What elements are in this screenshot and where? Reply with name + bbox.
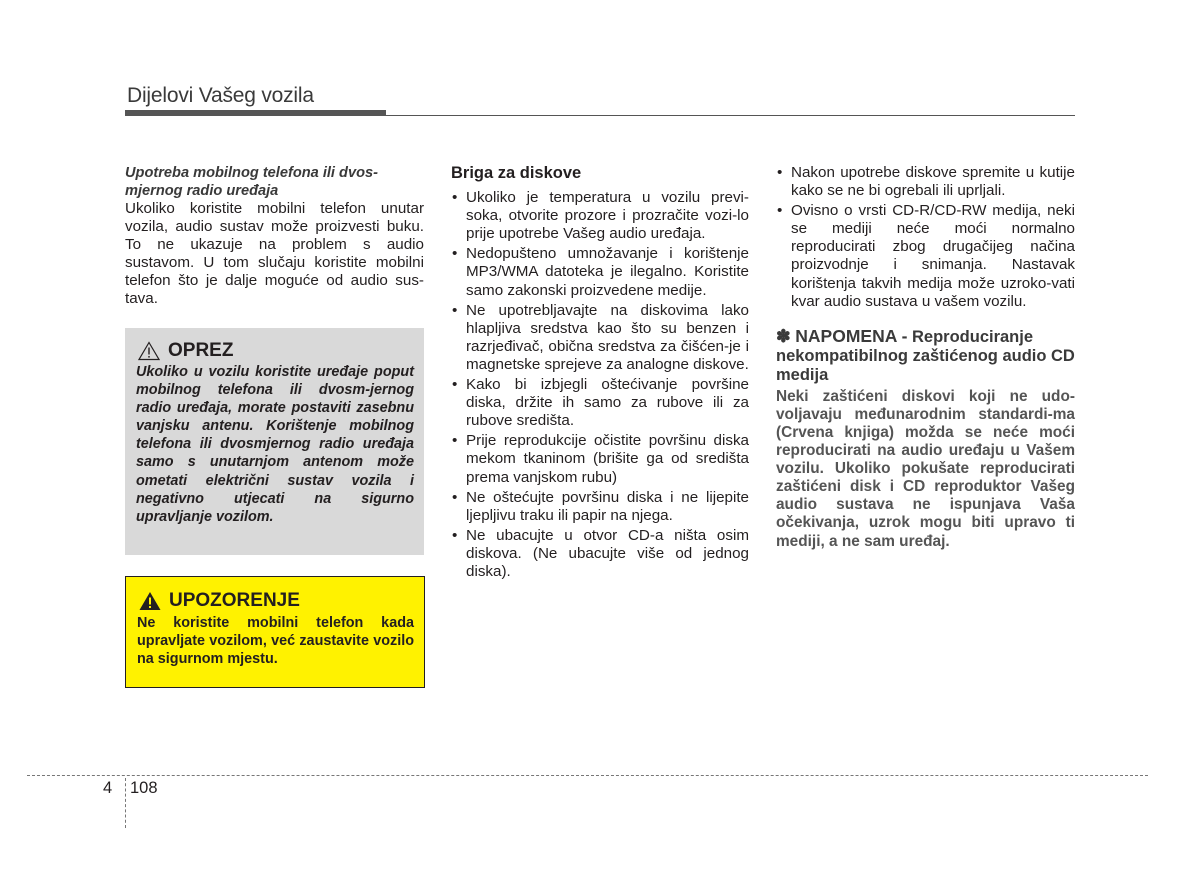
phone-subheading: Upotreba mobilnog telefona ili dvos-mjernog radio uređaja: [125, 165, 378, 199]
disc-care-title: Briga za diskove: [451, 164, 582, 182]
list-item: • Ovisno o vrsti CD-R/CD-RW medija, neki se mediji neće moći normalno reproducirati zbog drugačijeg načina proizvodnje i snimanja. Nastavak korištenja takvih medija može uzroko-vati kvar audio sustava u vašem vozilu.: [777, 202, 1075, 310]
right-column: [776, 164, 1075, 551]
warning-triangle-outline-icon: [138, 341, 160, 361]
note-heading: [776, 327, 1075, 385]
header-rule-thick: [125, 110, 386, 116]
list-item: • Kako bi izbjegli oštećivanje površine diska, držite ih samo za rubove ili za rubove središta.: [452, 376, 749, 430]
warning-box: [125, 576, 425, 688]
list-item: • Ne oštećujte površinu diska i ne lijepite ljepljivu traku ili papir na njega.: [452, 488, 749, 524]
list-item: • Nakon upotrebe diskove spremite u kutije kako se ne bi ogrebali ili uprljali.: [777, 164, 1075, 200]
list-item: • Ne ubacujte u otvor CD-a ništa osim diskova. (Ne ubacujte više od jednog diska).: [452, 526, 749, 580]
page-number: 108: [130, 779, 158, 797]
disc-care-list: [451, 189, 749, 581]
note-body: Neki zaštićeni diskovi koji ne udo-voljavaju međunarodnim standardi-ma (Crvena knjiga) možda se neće moći reproducirati na audio uređaju u Vašem vozilu. Ukoliko pokušate reproducirati zaštićeni disk i CD reproduktor Vašeg audio sustava ne ispunjava Vaša očekivanja, uzrok mogu biti upravo ti mediji, a ne sam uređaj.: [776, 387, 1075, 550]
header-rule-thin: [386, 115, 1075, 116]
left-column: [125, 164, 424, 309]
middle-column: [451, 164, 749, 583]
warning-triangle-filled-icon: [139, 591, 161, 611]
warning-text: Ne koristite mobilni telefon kada upravljate vozilom, već zaustavite vozilo na sigurnom mjestu.: [137, 615, 414, 668]
note-title: Reproduciranje nekompatibilnog zaštićenog audio CD medija: [776, 327, 1075, 384]
page-title: Dijelovi Vašeg vozila: [127, 84, 314, 107]
list-item: • Ukoliko je temperatura u vozilu previ-soka, otvorite prozore i prozračite vozi-lo prije upotrebe Vašeg audio uređaja.: [452, 189, 749, 243]
disc-care-list-continued: [776, 164, 1075, 311]
list-item: • Prije reprodukcije očistite površinu diska mekom tkaninom (brišite ga od središta prema vanjskom rubu): [452, 432, 749, 486]
footer-divider: [125, 778, 126, 828]
chapter-number: 4: [103, 779, 113, 797]
list-item: • Nedopušteno umnožavanje i korištenje MP3/WMA datoteka je ilegalno. Koristite samo zakonski proizvedene medije.: [452, 245, 749, 299]
note-symbol-icon: ✽: [776, 325, 791, 346]
caution-title: [138, 340, 233, 362]
note-label: NAPOMENA -: [795, 325, 908, 346]
caution-text: Ukoliko u vozilu koristite uređaje poput mobilnog telefona ili dvosm-jernog radio uređaja, morate postaviti zasebnu vanjsku antenu. Korištenje mobilnog telefona ili dvosmjernog radio uređaja samo s unutarnjom antenom može ometati električni sustav vozila i negativno utjecati na sigurno upravljanje vozilom.: [136, 364, 414, 525]
list-item: • Ne upotrebljavajte na diskovima lako hlapljiva sredstva kao što su benzen i razrjeđivač, obična sredstva za čišćen-je i magnetske sprejeve za analogne diskove.: [452, 301, 749, 373]
phone-paragraph: Ukoliko koristite mobilni telefon unutar vozila, audio sustav može proizvesti buku. To ne ukazuje na problem s audio sustavom. U tom slučaju koristite mobilni telefon što je dalje moguće od audio sus-tava.: [125, 200, 424, 308]
warning-title-text: UPOZORENJE: [169, 590, 300, 611]
warning-title: [139, 590, 300, 612]
footer-rule: [27, 775, 1148, 776]
caution-box: [125, 328, 424, 555]
caution-title-text: OPREZ: [168, 340, 234, 361]
